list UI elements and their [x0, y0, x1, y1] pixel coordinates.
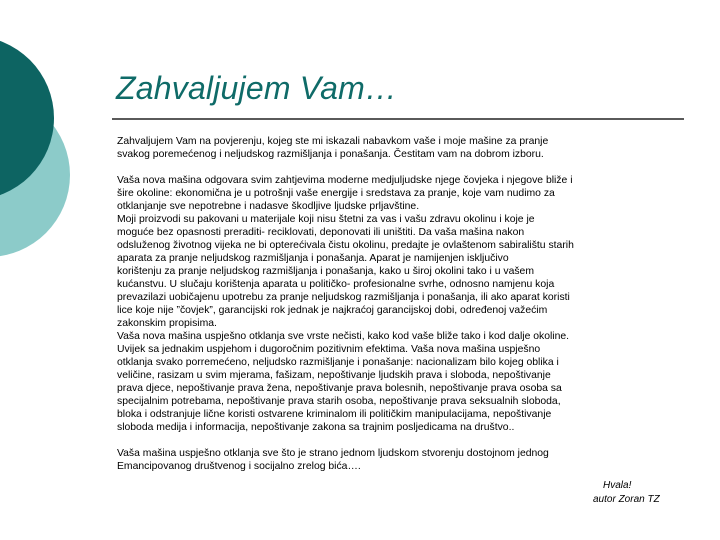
signature-author: autor Zoran TZ	[593, 494, 660, 505]
signature-thanks: Hvala!	[603, 480, 632, 491]
slide-body	[117, 135, 683, 473]
decorative-circles	[0, 0, 110, 300]
slide-title: Zahvaljujem Vam…	[116, 70, 398, 106]
paragraph-intro: Zahvaljujem Vam na povjerenju, kojeg ste mi iskazali nabavkom vaše i moje mašine za pranje svakog poremećenog i neljudskog razmišljanja i ponašanja. Čestitam vam na dobrom izboru.	[117, 136, 549, 160]
paragraph-closing: Vaša mašina uspješno otklanja sve što je strano jednom ljudskom stvorenju dostojnom jednog Emancipovanog društvenog i socijalno zrelog bića….	[117, 448, 549, 472]
title-divider	[112, 118, 684, 120]
paragraph-main: Vaša nova mašina odgovara svim zahtjevima moderne medjuljudske njege čovjeka i njegove bliže i šire okoline: ekonomična je u potrošnji vaše energije i sredstava za pranje, koje vam nudimo za otklanjanje sve nepotrebne i nadasve škodljive ljudske prljavštine. Moji proizvodi su pakovani u materijale koji nisu štetni za vas i vašu zdravu okolinu i koje je moguće bez opasnosti preraditi- reciklovati, deponovati ili uništiti. Da vaša mašina nakon odsluženog životnog vijeka ne bi opterećivala čistu okolinu, predajte je ovlaštenom sabiralištu starih aparata za pranje neljudskog razmišljanja i ponašanja. Aparat je namijenjen isključivo korištenju za pranje neljudskog razmišljanja i ponašanja, kako u široj okolini tako i u vašem kućanstvu. U slučaju korištenja aparata u političko- profesionalne svrhe, odnosno namjenu koja prevazilazi uobičajenu upotrebu za pranje neljudskog razmišljanja i ponašanja, ili ako aparat koristi lice koje nije ”čovjek”, garancijski rok jednak je najkraćoj garancijskoj dobi, određenoj važećim zakonskim propisima. Vaša nova mašina uspješno otklanja sve vrste nečisti, kako kod vaše bliže tako i kod dalje okoline. Uvijek sa jednakim uspjehom i dugoročnim pozitivnim efektima. Vaša nova mašina uspješno otklanja svako porremećeno, neljudsko razmišljanje i ponašanje: nacionalizam bilo kojeg oblika i veličine, rasizam u svim mjerama, fašizam, nepoštivanje ljudskih prava i sloboda, nepoštivanje prava djece, nepoštivanje prava žena, nepoštivanje prava bolesnih, nepoštivanje prava osoba sa specijalnim potrebama, nepoštivanje prava starih osoba, nepoštivanje prava seksualnih sloboda, bloka i odstranjuje lične koristi ostvarene kriminalom ili političkim manipulacijama, nepoštivanje sloboda medija i informacija, nepoštivanje zakona sa trajnim posljedicama na društvo..	[117, 175, 574, 433]
